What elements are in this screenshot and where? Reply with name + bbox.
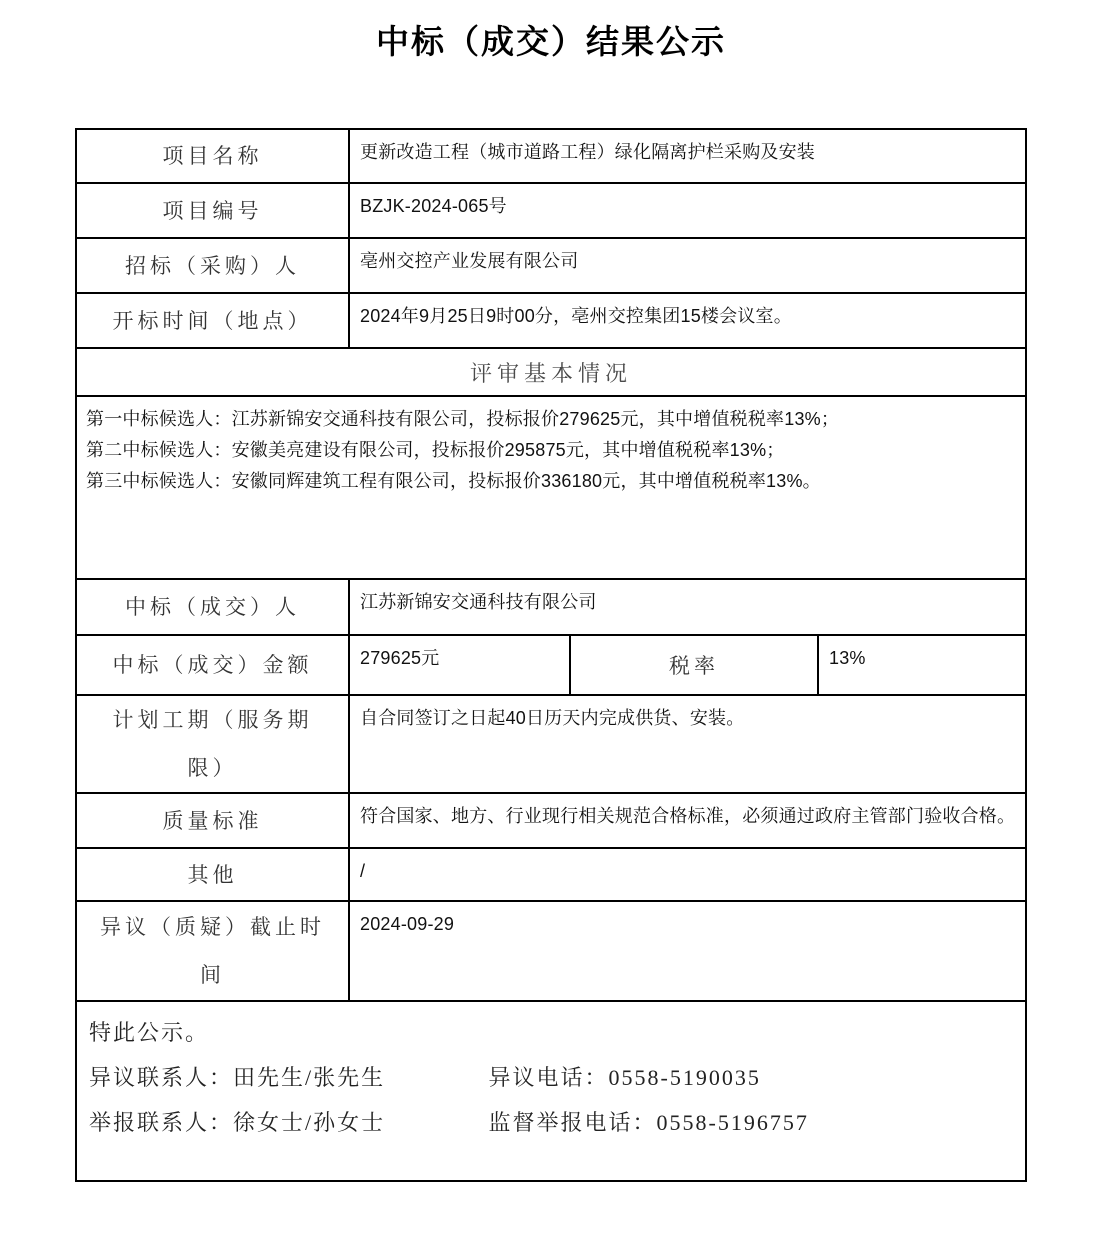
report-contact: 举报联系人：徐女士/孙女士 <box>89 1110 386 1135</box>
deadline-value: 2024-09-29 <box>349 901 1026 1001</box>
footer-notice: 特此公示。 <box>89 1020 210 1045</box>
duration-value: 自合同签订之日起40日历天内完成供货、安装。 <box>349 695 1026 793</box>
tax-rate-value: 13% <box>818 635 1026 695</box>
row-deadline <box>76 901 1026 1001</box>
purchaser-value: 亳州交控产业发展有限公司 <box>349 238 1026 293</box>
review-section-header: 评审基本情况 <box>76 348 1026 396</box>
row-duration <box>76 695 1026 793</box>
tax-rate-label: 税率 <box>570 635 818 695</box>
row-purchaser <box>76 238 1026 293</box>
duration-label: 计划工期（服务期限） <box>76 695 349 793</box>
bid-opening-label: 开标时间（地点） <box>76 293 349 348</box>
row-bid-opening <box>76 293 1026 348</box>
quality-value: 符合国家、地方、行业现行相关规范合格标准，必须通过政府主管部门验收合格。 <box>349 793 1026 848</box>
amount-label: 中标（成交）金额 <box>76 635 349 695</box>
objection-contact: 异议联系人：田先生/张先生 <box>89 1065 386 1090</box>
deadline-label: 异议（质疑）截止时间 <box>76 901 349 1001</box>
candidate-1: 第一中标候选人：江苏新锦安交通科技有限公司，投标报价279625元，其中增值税税率13%； <box>86 409 840 429</box>
row-project-name <box>76 129 1026 183</box>
row-review-header <box>76 348 1026 396</box>
footer-objection-line <box>89 1055 1013 1100</box>
row-candidates <box>76 396 1026 579</box>
row-winner <box>76 579 1026 635</box>
candidate-list <box>76 396 1026 579</box>
footer-report-line <box>89 1100 1013 1145</box>
project-name-value: 更新改造工程（城市道路工程）绿化隔离护栏采购及安装 <box>349 129 1026 183</box>
report-phone: 监督举报电话：0558-5196757 <box>488 1110 809 1135</box>
project-no-label: 项目编号 <box>76 183 349 238</box>
announcement-table <box>75 128 1027 1182</box>
row-footer <box>76 1001 1026 1181</box>
objection-phone: 异议电话：0558-5190035 <box>488 1065 761 1090</box>
footer-block <box>76 1001 1026 1181</box>
candidate-3: 第三中标候选人：安徽同辉建筑工程有限公司，投标报价336180元，其中增值税税率13%。 <box>86 471 821 491</box>
project-no-value: BZJK-2024-065号 <box>349 183 1026 238</box>
amount-value: 279625元 <box>349 635 570 695</box>
other-label: 其他 <box>76 848 349 901</box>
purchaser-label: 招标（采购）人 <box>76 238 349 293</box>
row-other <box>76 848 1026 901</box>
candidate-2: 第二中标候选人：安徽美亮建设有限公司，投标报价295875元，其中增值税税率13%； <box>86 440 785 460</box>
quality-label: 质量标准 <box>76 793 349 848</box>
row-amount <box>76 635 1026 695</box>
winner-value: 江苏新锦安交通科技有限公司 <box>349 579 1026 635</box>
row-project-no <box>76 183 1026 238</box>
bid-opening-value: 2024年9月25日9时00分，亳州交控集团15楼会议室。 <box>349 293 1026 348</box>
row-quality <box>76 793 1026 848</box>
other-value: / <box>349 848 1026 901</box>
page-title: 中标（成交）结果公示 <box>376 25 726 61</box>
winner-label: 中标（成交）人 <box>76 579 349 635</box>
project-name-label: 项目名称 <box>76 129 349 183</box>
